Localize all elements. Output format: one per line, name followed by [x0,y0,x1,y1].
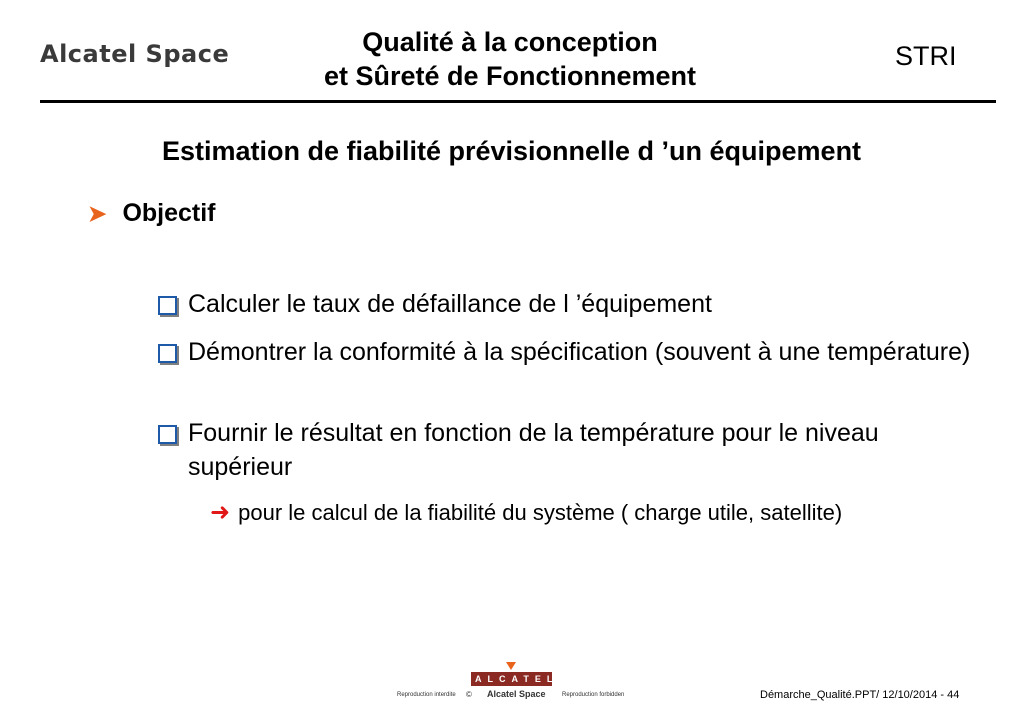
footer-copyright: © [466,690,472,699]
list-item-text: Calculer le taux de défaillance de l ’équipement [188,290,712,318]
list-item [158,416,978,484]
checkbox-icon [158,425,177,444]
red-arrow-icon: ➜ [210,499,231,526]
orange-arrowhead-icon: ➤ [88,201,107,226]
header-divider [40,100,996,103]
slide-subtitle: Estimation de fiabilité prévisionnelle d ’un équipement [161,136,862,166]
list-item-text: Démontrer la conformité à la spécification (souvent à une température) [188,338,971,366]
header-title-line-2: et Sûreté de Fonctionnement [323,61,697,91]
objective-label: Objectif [122,199,216,227]
list-item [158,335,978,369]
sub-list-item [210,497,950,529]
sub-list-item-text: pour le calcul de la fiabilité du système ( charge utile, satellite) [238,500,843,525]
header-tag: STRI [895,41,957,71]
slide-header-title [280,25,740,93]
footer-page-info: Démarche_Qualité.PPT/ 12/10/2014 - 44 [760,689,960,701]
checkbox-icon [158,296,177,315]
company-logo: Alcatel Space [40,40,230,68]
footer-reproduction-notice-en: Reproduction forbidden [562,692,625,698]
header-title-line-1: Qualité à la conception [362,27,658,57]
objective-heading [88,199,216,228]
list-item-text: Fournir le résultat en fonction de la température pour le niveau supérieur [188,419,879,481]
list-item [158,287,978,321]
alcatel-badge-logo: ALCATEL [471,672,552,686]
checkbox-icon [158,344,177,363]
footer-reproduction-notice-fr: Reproduction interdite [397,692,456,698]
alcatel-triangle-icon [506,662,516,670]
footer-brand: Alcatel Space [487,689,546,699]
